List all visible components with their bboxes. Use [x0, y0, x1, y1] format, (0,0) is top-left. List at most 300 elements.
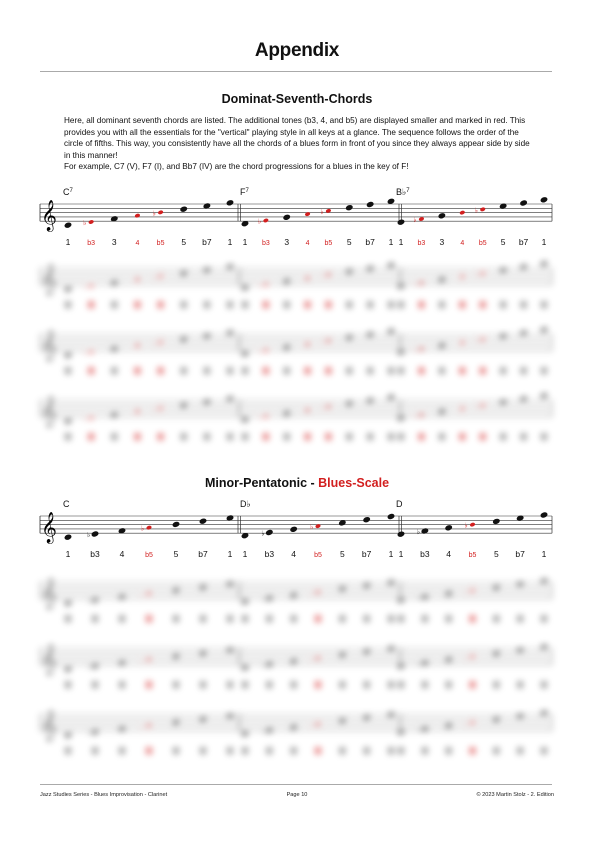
degree-label-blurred: [200, 681, 206, 688]
note-head: [265, 727, 274, 734]
flat-icon: ♭: [310, 721, 314, 730]
note-head: [263, 414, 269, 419]
degree-label-blurred: [88, 433, 94, 440]
degree-label-blurred: [500, 301, 506, 308]
treble-clef-icon: 𝄞: [41, 264, 57, 296]
flat-icon: ♭: [87, 729, 91, 737]
degree-label-blurred: [158, 367, 164, 374]
note-head: [91, 596, 100, 603]
note-head: [519, 199, 528, 206]
degree-label-blurred: [439, 367, 445, 374]
degree-label-blurred: [284, 433, 290, 440]
flat-icon: ♭: [413, 346, 417, 354]
degree-label-blurred: [227, 433, 233, 440]
note-head: [315, 721, 321, 726]
note-head: [540, 511, 549, 518]
degree-label-blurred: [541, 301, 547, 308]
degree-label-blurred: [325, 367, 331, 374]
degree-label-blurred: [398, 433, 404, 440]
note-head: [397, 663, 406, 670]
degree-label-blurred: [493, 747, 499, 754]
note-head: [263, 348, 269, 353]
degree-label-blurred: [134, 433, 140, 440]
chord-superscript: 7: [245, 188, 249, 194]
degree-label-blurred: [541, 747, 547, 754]
note-head: [366, 201, 375, 208]
staff-blurred: [40, 634, 560, 704]
degree-label: 1: [227, 237, 233, 248]
degree-label-blurred: [242, 747, 248, 754]
degree-label-blurred: [398, 301, 404, 308]
note-head: [88, 219, 94, 224]
degree-label: 1: [65, 237, 71, 248]
section-title-blues: [0, 476, 594, 490]
degree-label-blurred: [364, 615, 370, 622]
degree-label: b3: [417, 240, 426, 248]
degree-label-blurred: [134, 367, 140, 374]
degree-label-blurred: [422, 747, 428, 754]
note-head: [519, 329, 528, 336]
note-head: [91, 530, 100, 537]
degree-label-blurred: [111, 367, 117, 374]
degree-label-blurred: [517, 681, 523, 688]
note-head: [519, 263, 528, 270]
staff-blurred: [40, 568, 560, 638]
note-head: [226, 329, 235, 336]
degree-label-blurred: [521, 433, 527, 440]
degree-label-blurred: [470, 615, 476, 622]
degree-label-blurred: [541, 681, 547, 688]
degree-label-blurred: [119, 615, 125, 622]
degree-label-blurred: [480, 367, 486, 374]
staff-blurred: [40, 254, 560, 324]
note-head: [438, 212, 447, 219]
note-head: [157, 210, 163, 215]
note-head: [304, 275, 310, 280]
degree-label-blurred: [305, 433, 311, 440]
degree-label: b3: [264, 549, 275, 560]
degree-label: 4: [446, 549, 452, 560]
degree-label-blurred: [266, 747, 272, 754]
footer-page-number: Page 10: [286, 792, 308, 798]
degree-label-blurred: [398, 681, 404, 688]
note-head: [438, 408, 447, 415]
degree-label-blurred: [500, 367, 506, 374]
note-head: [469, 588, 475, 593]
degree-label-blurred: [263, 301, 269, 308]
note-head: [387, 513, 396, 520]
note-head: [345, 268, 354, 275]
degree-label-blurred: [92, 747, 98, 754]
degree-label-blurred: [173, 747, 179, 754]
note-head: [179, 206, 188, 213]
note-head: [64, 732, 73, 739]
degree-label-blurred: [367, 301, 373, 308]
note-head: [88, 415, 94, 420]
degree-label-blurred: [418, 367, 424, 374]
degree-label-blurred: [291, 681, 297, 688]
degree-label-blurred: [521, 367, 527, 374]
degree-label-blurred: [291, 615, 297, 622]
note-head: [172, 653, 181, 660]
flat-icon: ♭: [320, 403, 324, 412]
degree-label-blurred: [65, 615, 71, 622]
note-head: [263, 218, 269, 223]
chord-root: D: [396, 499, 403, 509]
degree-label-blurred: [422, 615, 428, 622]
note-head: [289, 724, 298, 731]
degree-label-blurred: [65, 367, 71, 374]
treble-clef-icon: 𝄞: [41, 644, 57, 676]
degree-label-blurred: [325, 301, 331, 308]
degree-label: 1: [65, 549, 71, 560]
note-head: [172, 521, 181, 528]
degree-label: 5: [346, 237, 352, 248]
flat-icon: ♭: [257, 347, 262, 356]
note-head: [289, 658, 298, 665]
degree-label-blurred: [446, 681, 452, 688]
degree-label-blurred: [204, 433, 210, 440]
note-head: [362, 714, 371, 721]
flat-icon: ♭: [257, 413, 262, 422]
note-head: [64, 600, 73, 607]
note-head: [226, 395, 235, 402]
degree-label: 3: [439, 237, 445, 248]
note-head: [315, 523, 321, 528]
flat-icon: ♭: [152, 405, 156, 414]
degree-label: b5: [324, 240, 333, 248]
note-head: [387, 711, 396, 718]
staff-blurred: [40, 320, 560, 390]
degree-label-blurred: [291, 747, 297, 754]
note-head: [444, 590, 453, 597]
degree-label-blurred: [65, 747, 71, 754]
degree-label-blurred: [339, 615, 345, 622]
section-title-blues-black: Minor-Pentatonic -: [204, 476, 319, 490]
note-head: [397, 729, 406, 736]
degree-label-blurred: [227, 747, 233, 754]
chord-root: F: [240, 187, 246, 197]
degree-label-blurred: [284, 301, 290, 308]
degree-label-blurred: [541, 367, 547, 374]
note-head: [499, 203, 508, 210]
note-head: [516, 581, 525, 588]
flat-icon: ♭: [474, 402, 479, 411]
note-head: [146, 591, 152, 596]
degree-label: 5: [500, 237, 506, 248]
degree-label: 4: [305, 240, 310, 248]
note-head: [64, 418, 73, 425]
flat-icon: ♭: [464, 719, 468, 728]
degree-label-blurred: [446, 615, 452, 622]
degree-label-blurred: [339, 681, 345, 688]
note-head: [157, 406, 163, 411]
degree-label-blurred: [346, 301, 352, 308]
degree-label-blurred: [204, 367, 210, 374]
degree-label-blurred: [242, 301, 248, 308]
staff-blurred: [40, 386, 560, 456]
flat-icon: ♭: [87, 531, 91, 539]
flat-icon: ♭: [257, 217, 262, 226]
flat-icon: ♭: [464, 653, 468, 662]
flat-icon: ♭: [320, 207, 324, 216]
treble-clef-icon: 𝄞: [41, 710, 57, 742]
note-head: [263, 282, 269, 287]
degree-label: b7: [515, 549, 525, 560]
degree-label-blurred: [263, 367, 269, 374]
flat-icon: ♭: [320, 337, 324, 346]
flat-icon: ♭: [141, 524, 145, 533]
note-head: [146, 657, 152, 662]
degree-label-blurred: [305, 301, 311, 308]
degree-label-blurred: [65, 681, 71, 688]
note-head: [492, 716, 501, 723]
flat-icon: ♭: [83, 283, 87, 291]
note-head: [282, 410, 291, 417]
treble-clef-icon: 𝄞: [41, 200, 57, 232]
flat-icon: ♭: [320, 271, 324, 280]
degree-label: b3: [261, 240, 270, 248]
degree-label: b3: [420, 549, 430, 560]
degree-label-blurred: [146, 615, 152, 622]
degree-label-blurred: [388, 615, 394, 622]
degree-label-blurred: [119, 747, 125, 754]
flat-icon: ♭: [83, 415, 87, 423]
degree-label: 1: [242, 237, 248, 248]
degree-label-blurred: [227, 301, 233, 308]
degree-label-blurred: [266, 681, 272, 688]
note-head: [540, 260, 549, 267]
note-head: [516, 515, 525, 522]
degree-label-blurred: [146, 747, 152, 754]
degree-label: 1: [242, 549, 248, 560]
note-head: [492, 584, 501, 591]
note-head: [172, 719, 181, 726]
note-head: [199, 584, 208, 591]
degree-label-blurred: [181, 367, 187, 374]
flat-icon: ♭: [474, 206, 479, 215]
note-head: [64, 666, 73, 673]
degree-label-blurred: [158, 433, 164, 440]
degree-label-blurred: [263, 433, 269, 440]
note-head: [397, 283, 406, 290]
degree-label: b5: [478, 240, 487, 248]
note-head: [134, 277, 140, 282]
section-title-dominant: Dominat-Seventh-Chords: [221, 92, 373, 106]
note-head: [179, 336, 188, 343]
flat-icon: ♭: [416, 660, 421, 668]
chord-root: D♭: [240, 499, 251, 509]
degree-label: b7: [198, 549, 208, 560]
flat-icon: ♭: [413, 412, 417, 420]
degree-label-blurred: [418, 301, 424, 308]
degree-label: b5: [468, 552, 477, 560]
note-head: [397, 531, 406, 538]
note-head: [265, 595, 274, 602]
degree-label-blurred: [305, 367, 311, 374]
degree-label: b5: [314, 552, 322, 560]
chord-symbol: [396, 499, 403, 509]
degree-label-blurred: [227, 615, 233, 622]
note-head: [157, 274, 163, 279]
degree-label-blurred: [315, 615, 321, 622]
chord-symbol: [63, 499, 70, 509]
note-head: [516, 647, 525, 654]
degree-label-blurred: [480, 433, 486, 440]
degree-label: b7: [365, 237, 375, 248]
degree-label-blurred: [315, 681, 321, 688]
note-head: [397, 219, 406, 226]
footer-divider: [40, 784, 552, 785]
note-head: [289, 592, 298, 599]
degree-label-blurred: [346, 367, 352, 374]
degree-label-blurred: [418, 433, 424, 440]
note-head: [265, 529, 274, 536]
degree-label-blurred: [422, 681, 428, 688]
note-head: [345, 204, 354, 211]
degree-label-blurred: [111, 433, 117, 440]
note-head: [397, 597, 406, 604]
degree-label-blurred: [517, 615, 523, 622]
note-head: [480, 271, 486, 276]
degree-label: b7: [202, 237, 212, 248]
degree-label-blurred: [339, 747, 345, 754]
note-head: [397, 415, 406, 422]
degree-label-blurred: [388, 367, 394, 374]
chord-symbol: [396, 187, 410, 197]
note-head: [421, 527, 430, 534]
degree-label-blurred: [242, 367, 248, 374]
note-head: [345, 400, 354, 407]
flat-icon: ♭: [261, 727, 265, 736]
degree-label-blurred: [388, 681, 394, 688]
note-head: [134, 213, 140, 218]
note-head: [64, 534, 73, 541]
degree-label: 4: [460, 240, 465, 248]
title-divider: [40, 71, 552, 72]
note-head: [516, 713, 525, 720]
staff-blurred: [40, 700, 560, 770]
note-head: [459, 210, 465, 215]
note-head: [421, 659, 430, 666]
note-head: [540, 643, 549, 650]
degree-label-blurred: [200, 615, 206, 622]
flat-icon: ♭: [416, 726, 421, 734]
chord-symbol: [240, 187, 250, 197]
note-head: [64, 352, 73, 359]
degree-label-blurred: [398, 367, 404, 374]
note-head: [480, 403, 486, 408]
note-head: [265, 661, 274, 668]
degree-label-blurred: [181, 433, 187, 440]
degree-label: b5: [145, 552, 153, 560]
degree-label-blurred: [521, 301, 527, 308]
degree-label-blurred: [470, 681, 476, 688]
footer-series: Jazz Studies Series - Blues Improvisation - Clarinet: [40, 792, 168, 798]
note-head: [282, 278, 291, 285]
degree-label: 4: [119, 549, 125, 560]
note-head: [134, 343, 140, 348]
note-head: [540, 577, 549, 584]
degree-label-blurred: [517, 747, 523, 754]
degree-label-blurred: [284, 367, 290, 374]
footer-copyright: © 2023 Martin Stolz - 2. Edition: [476, 792, 554, 798]
treble-clef-icon: 𝄞: [41, 330, 57, 362]
degree-label-blurred: [119, 681, 125, 688]
degree-label: b7: [518, 237, 529, 248]
staff-blues-scales: [40, 499, 560, 572]
chord-superscript: 7: [69, 188, 73, 194]
note-head: [480, 337, 486, 342]
note-head: [366, 331, 375, 338]
flat-icon: ♭: [83, 349, 87, 357]
degree-label-blurred: [364, 747, 370, 754]
degree-label-blurred: [459, 301, 465, 308]
degree-label-blurred: [146, 681, 152, 688]
flat-icon: ♭: [152, 339, 156, 348]
flat-icon: ♭: [310, 589, 314, 598]
degree-label: 1: [398, 549, 404, 560]
degree-label-blurred: [500, 433, 506, 440]
degree-label-blurred: [315, 747, 321, 754]
degree-label-blurred: [439, 301, 445, 308]
note-head: [438, 342, 447, 349]
note-head: [492, 518, 501, 525]
note-head: [289, 526, 298, 533]
note-head: [345, 334, 354, 341]
degree-label: 1: [541, 237, 547, 248]
note-head: [362, 582, 371, 589]
degree-label-blurred: [88, 367, 94, 374]
note-head: [387, 579, 396, 586]
note-head: [540, 392, 549, 399]
note-head: [179, 270, 188, 277]
note-head: [469, 654, 475, 659]
degree-label-blurred: [439, 433, 445, 440]
note-head: [421, 725, 430, 732]
note-head: [146, 525, 152, 530]
degree-label: 4: [135, 240, 140, 248]
degree-label-blurred: [242, 681, 248, 688]
note-head: [540, 196, 549, 203]
note-head: [499, 333, 508, 340]
degree-label-blurred: [181, 301, 187, 308]
note-head: [362, 648, 371, 655]
degree-label-blurred: [398, 615, 404, 622]
degree-label-blurred: [200, 747, 206, 754]
note-head: [397, 349, 406, 356]
degree-label-blurred: [111, 301, 117, 308]
degree-label-blurred: [65, 433, 71, 440]
degree-label: 4: [291, 549, 297, 560]
degree-label: b3: [90, 549, 100, 560]
chord-superscript: 7: [406, 188, 410, 194]
note-head: [480, 207, 486, 212]
note-head: [199, 650, 208, 657]
degree-label-blurred: [398, 747, 404, 754]
flat-icon: ♭: [310, 655, 314, 664]
note-head: [540, 326, 549, 333]
degree-label-blurred: [227, 367, 233, 374]
degree-label: 1: [398, 237, 404, 248]
note-head: [315, 655, 321, 660]
flat-icon: ♭: [416, 528, 421, 536]
degree-label-blurred: [459, 433, 465, 440]
note-head: [459, 274, 465, 279]
treble-clef-icon: 𝄞: [41, 512, 57, 544]
flat-icon: ♭: [474, 336, 479, 345]
degree-label-blurred: [388, 433, 394, 440]
